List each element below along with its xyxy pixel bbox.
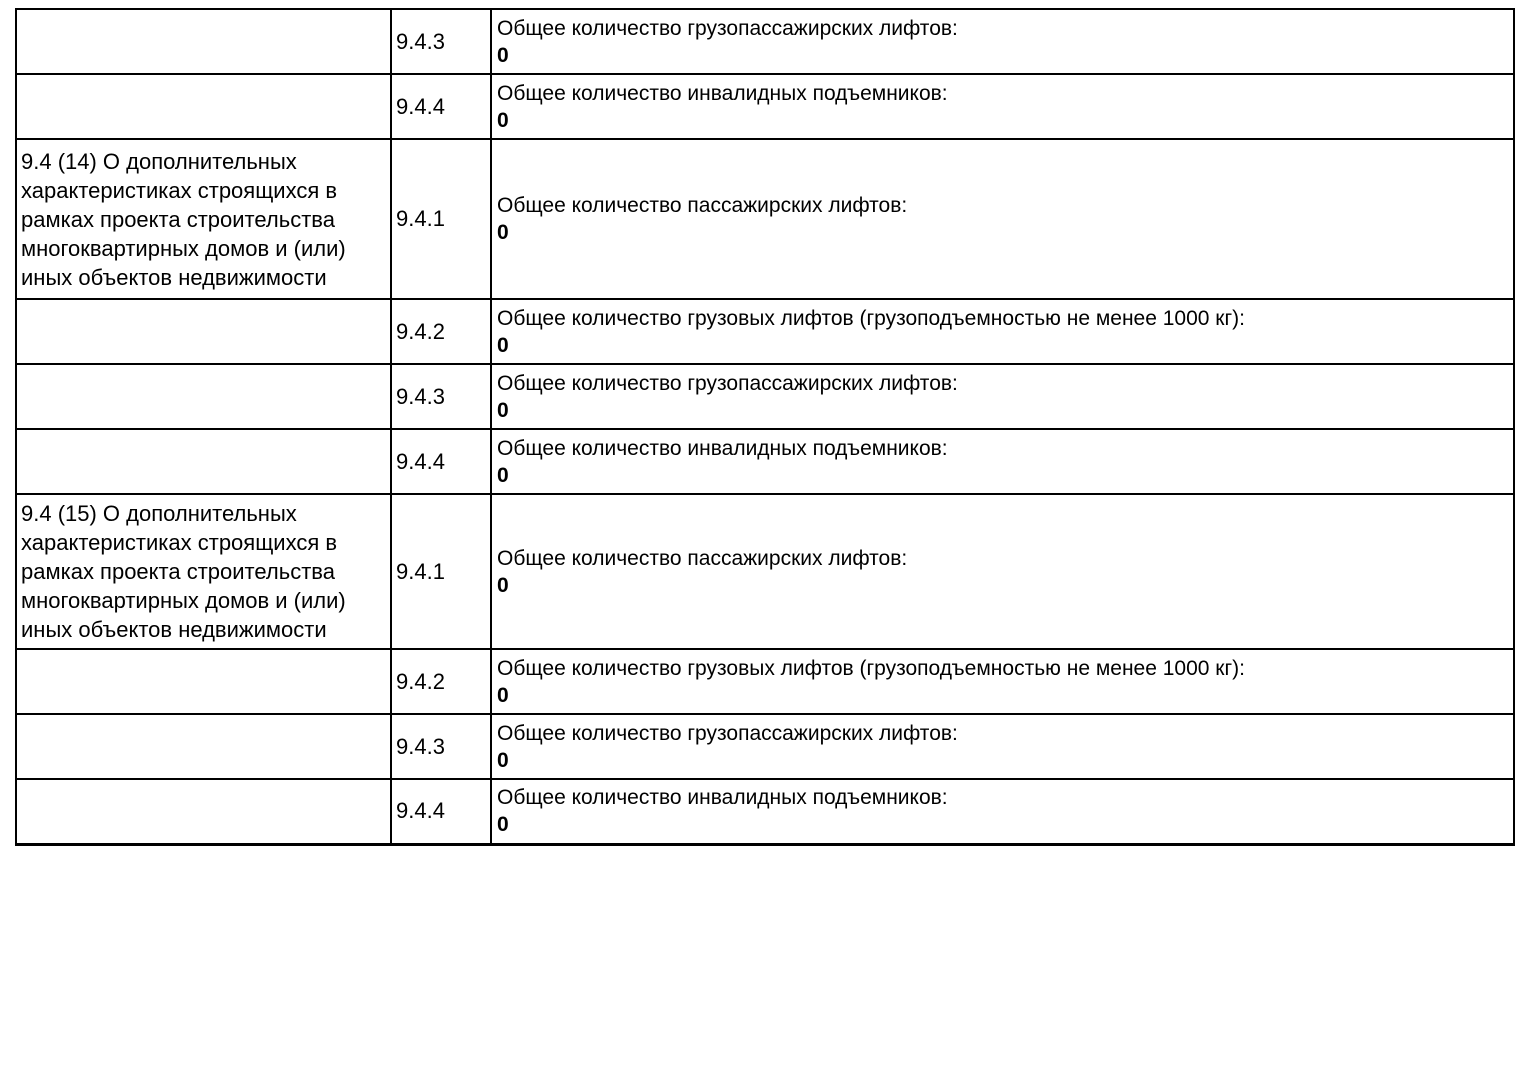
characteristic-label: Общее количество инвалидных подъемников: (497, 436, 948, 460)
section-cell (16, 299, 391, 364)
table-row (16, 779, 1514, 844)
description-cell (491, 364, 1514, 429)
code-cell: 9.4.3 (391, 714, 491, 779)
code-cell: 9.4.1 (391, 494, 491, 649)
section-cell: 9.4 (14) О дополнительных характеристиках строящихся в рамках проекта строительства многоквартирных домов и (или) иных объектов недвижимости (16, 139, 391, 299)
characteristic-value: 0 (497, 573, 509, 597)
characteristic-value: 0 (497, 108, 509, 132)
code-cell: 9.4.4 (391, 779, 491, 844)
section-cell (16, 779, 391, 844)
code-cell: 9.4.3 (391, 9, 491, 74)
section-cell (16, 74, 391, 139)
table-row (16, 9, 1514, 74)
table-row (16, 649, 1514, 714)
characteristic-label: Общее количество инвалидных подъемников: (497, 786, 948, 810)
characteristic-value: 0 (497, 43, 509, 67)
characteristic-value: 0 (497, 683, 509, 707)
characteristic-label: Общее количество грузопассажирских лифтов: (497, 721, 958, 745)
characteristic-label: Общее количество грузопассажирских лифтов: (497, 16, 958, 40)
code-cell: 9.4.4 (391, 74, 491, 139)
table-row (16, 139, 1514, 299)
table-row (16, 714, 1514, 779)
characteristic-label: Общее количество грузовых лифтов (грузоподъемностью не менее 1000 кг): (497, 306, 1245, 330)
section-cell (16, 429, 391, 494)
table-row (16, 494, 1514, 649)
characteristic-label: Общее количество инвалидных подъемников: (497, 81, 948, 105)
declaration-table (15, 8, 1515, 846)
description-cell (491, 429, 1514, 494)
description-cell (491, 494, 1514, 649)
characteristic-label: Общее количество пассажирских лифтов: (497, 546, 908, 570)
characteristic-value: 0 (497, 813, 509, 837)
section-cell (16, 364, 391, 429)
characteristic-value: 0 (497, 333, 509, 357)
characteristic-label: Общее количество грузовых лифтов (грузоподъемностью не менее 1000 кг): (497, 656, 1245, 680)
characteristic-value: 0 (497, 748, 509, 772)
characteristic-value: 0 (497, 221, 509, 244)
code-cell: 9.4.3 (391, 364, 491, 429)
description-cell (491, 139, 1514, 299)
description-cell (491, 299, 1514, 364)
characteristic-value: 0 (497, 463, 509, 487)
description-cell (491, 779, 1514, 844)
code-cell: 9.4.4 (391, 429, 491, 494)
code-cell: 9.4.2 (391, 299, 491, 364)
characteristic-label: Общее количество грузопассажирских лифтов: (497, 371, 958, 395)
code-cell: 9.4.1 (391, 139, 491, 299)
section-cell (16, 9, 391, 74)
table-row (16, 429, 1514, 494)
description-cell (491, 9, 1514, 74)
section-cell: 9.4 (15) О дополнительных характеристиках строящихся в рамках проекта строительства многоквартирных домов и (или) иных объектов недвижимости (16, 494, 391, 649)
code-cell: 9.4.2 (391, 649, 491, 714)
description-cell (491, 714, 1514, 779)
table-row (16, 364, 1514, 429)
description-cell (491, 649, 1514, 714)
table-row (16, 74, 1514, 139)
section-cell (16, 649, 391, 714)
characteristic-value: 0 (497, 398, 509, 422)
description-cell (491, 74, 1514, 139)
table-row (16, 299, 1514, 364)
section-cell (16, 714, 391, 779)
characteristic-label: Общее количество пассажирских лифтов: (497, 194, 908, 217)
